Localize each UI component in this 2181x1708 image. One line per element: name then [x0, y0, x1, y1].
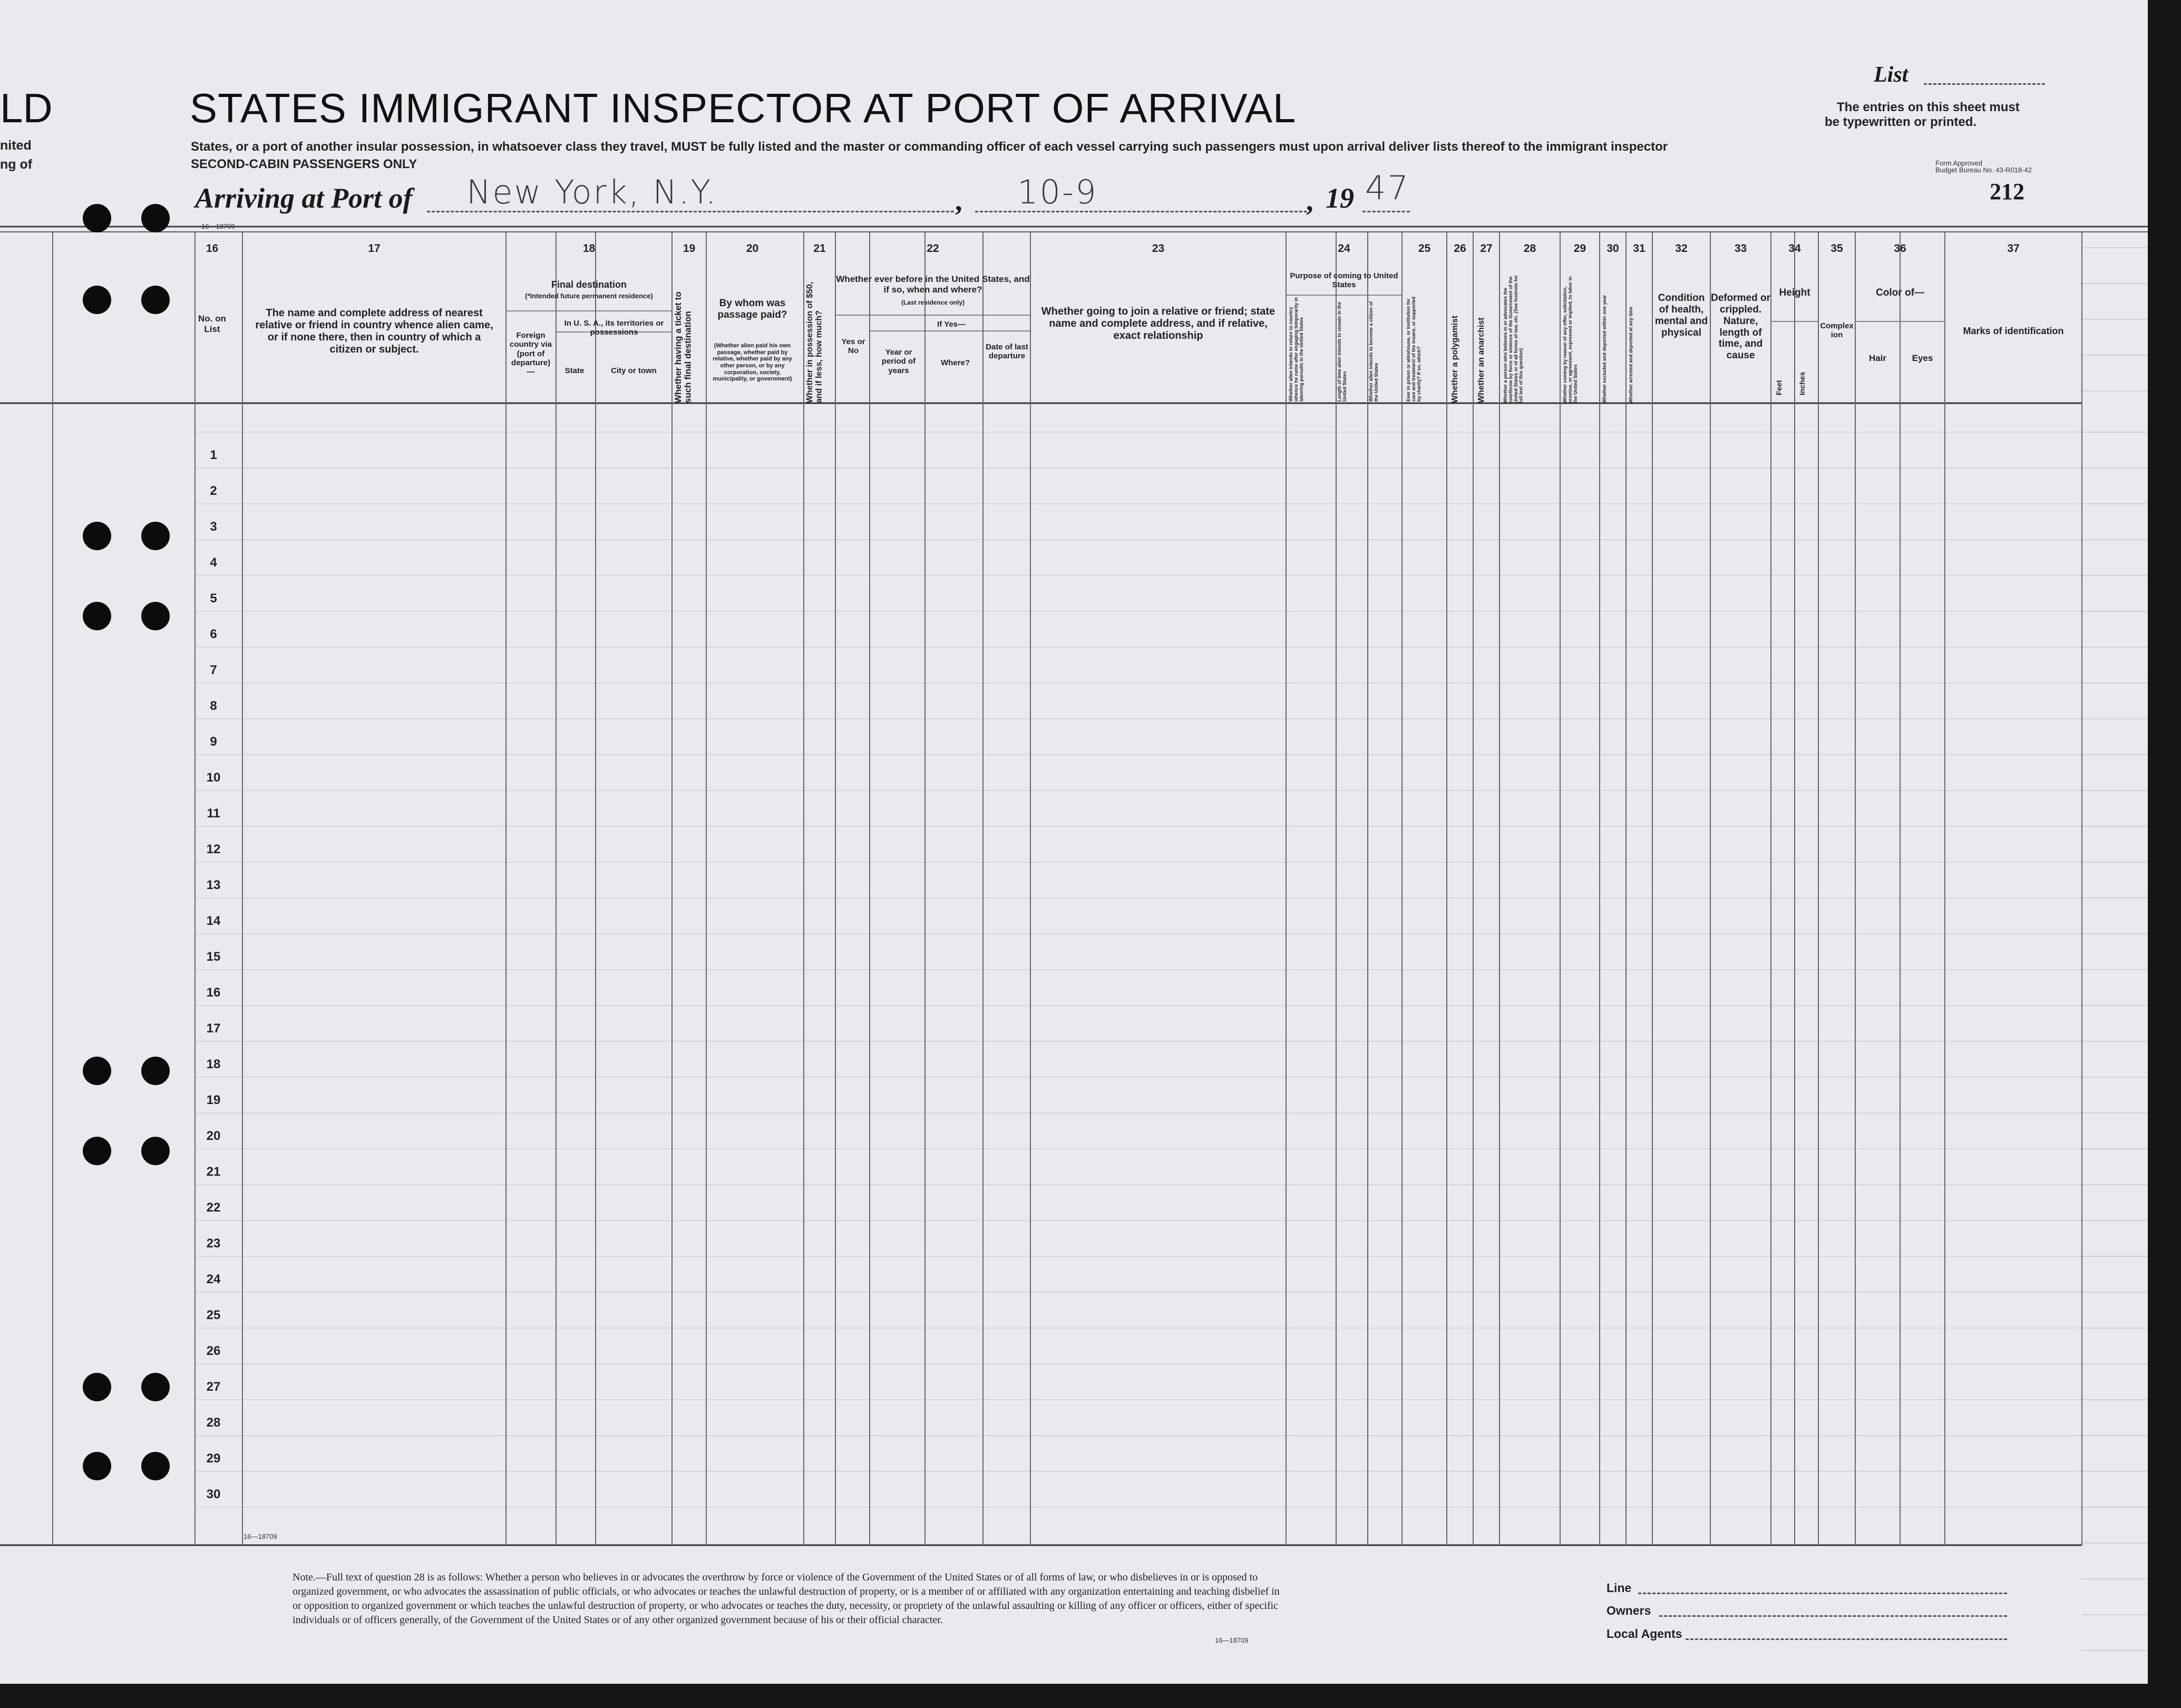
col-36-number: 36: [1894, 242, 1906, 255]
form-title: STATES IMMIGRANT INSPECTOR AT PORT OF ARRIVAL: [190, 85, 1297, 131]
left-edge-line-2: ng of: [0, 157, 33, 172]
punch-hole: [83, 602, 111, 630]
footnote-question-28: Note.—Full text of question 28 is as follows: Whether a person who believes in or advocates the overthrow by force or violence of the Government of the United States or of all forms of law, or who disbelieves in or is opposed to organized government, or who advocates the assassination of public officials, or who advocates or teaches the unlawful destruction of property, or is a member of or affiliated with any organization entertaining and teaching disbelief in or opposition to organized government or which teaches the unlawful destruction of property, or who advocates or teaches the duty, necessity, or propriety of the unlawful assaulting or killing of any officer or officers, either of specific individuals or of officers generally, of the Government of the United States or of any other organized government because of his or their official character.: [293, 1572, 1280, 1626]
passenger-class: SECOND-CABIN PASSENGERS ONLY: [191, 157, 417, 171]
col-17-number: 17: [368, 242, 381, 255]
page-number: 212: [1990, 179, 2024, 204]
punch-hole: [141, 1452, 170, 1480]
col-36-header: Color of—: [1876, 287, 1924, 298]
small-code-bottom: 16—18709: [244, 1533, 277, 1540]
row-number: 24: [206, 1272, 221, 1286]
col-17-header: The name and complete address of nearest relative or friend in country whence alien came, or if none there, then in country of which a citizen or subject.: [255, 307, 493, 355]
row-number: 21: [206, 1165, 221, 1179]
entries-note-1: The entries on this sheet must: [1837, 100, 2020, 114]
col-33-number: 33: [1734, 242, 1747, 255]
col-31-header: Whether arrested and deported at any time: [1628, 306, 1633, 403]
col-36-hair: Hair: [1868, 353, 1887, 363]
col-22-note: (Last residence only): [901, 299, 965, 306]
col-29-header: Whether coming by reason of any offer, solicitation, promise, or agreement, expressed or implied, to labor in the United States: [1562, 276, 1578, 403]
col-22-ifyes: If Yes—: [937, 320, 966, 329]
punch-hole: [83, 1373, 111, 1401]
col-26-number: 26: [1454, 242, 1466, 255]
row-number: 12: [206, 842, 221, 856]
punch-hole: [83, 522, 111, 550]
punch-hole: [141, 204, 170, 232]
col-20-number: 20: [746, 242, 759, 255]
col-25-number: 25: [1418, 242, 1431, 255]
line-field: [1638, 1593, 2007, 1594]
col-24-sub-b: Length of time alien intends to remain in the United States: [1337, 301, 1347, 402]
line-label: Line: [1606, 1581, 1632, 1595]
date-handwritten: 10-9: [1017, 173, 1098, 211]
punch-hole: [83, 1452, 111, 1480]
col-16-header: No. on List: [198, 314, 226, 334]
col-34-feet: Feet: [1775, 380, 1783, 395]
punch-hole: [141, 602, 170, 630]
col-30-header: Whether excluded and deported within one year: [1602, 295, 1607, 403]
punch-hole: [83, 204, 111, 232]
left-edge-title-fragment: LD: [0, 85, 53, 131]
form-approved: Form Approved: [1935, 159, 1982, 167]
row-number: 27: [206, 1380, 221, 1394]
row-number: 11: [207, 806, 220, 821]
row-number: 14: [206, 914, 221, 928]
punch-hole: [141, 1137, 170, 1165]
col-21-number: 21: [813, 242, 826, 255]
small-code-top: 16—18709: [201, 222, 235, 230]
budget-bureau: Budget Bureau No. 43-R018-42: [1935, 166, 2032, 174]
row-number: 5: [210, 591, 217, 606]
col-22-where: Where?: [940, 358, 970, 367]
row-number: 17: [206, 1021, 221, 1036]
col-35-header: Complexion: [1820, 321, 1854, 340]
row-number: 19: [206, 1093, 221, 1107]
col-19-number: 19: [683, 242, 696, 255]
owners-field: [1659, 1615, 2007, 1617]
arriving-label: Arriving at Port of: [195, 182, 413, 214]
row-number: 28: [206, 1416, 221, 1430]
col-34-header: Height: [1779, 287, 1810, 298]
col-37-header: Marks of identification: [1963, 326, 2064, 336]
punch-hole: [141, 1057, 170, 1085]
col-37-number: 37: [2007, 242, 2020, 255]
col-24-sub-a: Whether alien intends to return to country whence he came after engaging temporarily in laboring pursuits in the United States: [1288, 297, 1304, 402]
row-number: 6: [210, 627, 217, 641]
col-32-header: Condition of health, mental and physical: [1654, 292, 1708, 338]
col-22-date: Date of last departure: [986, 343, 1028, 361]
owners-label: Owners: [1606, 1604, 1651, 1617]
comma-2: ,: [1306, 185, 1313, 217]
col-20-header: By whom was passage paid?: [717, 298, 787, 320]
col-22-header: Whether ever before in the United States, and if so, when and where?: [836, 274, 1030, 295]
col-24-header: Purpose of coming to United States: [1290, 271, 1398, 290]
local-agents-field: [1686, 1638, 2007, 1640]
scan-border-bottom: [0, 1684, 2181, 1708]
row-number: 3: [210, 520, 217, 534]
row-number: 29: [206, 1451, 221, 1466]
row-number: 4: [210, 555, 217, 570]
col-28-number: 28: [1523, 242, 1536, 255]
local-agents-label: Local Agents: [1606, 1627, 1682, 1641]
row-number: 23: [206, 1236, 221, 1251]
port-handwritten: New York, N.Y.: [466, 173, 718, 211]
row-number: 9: [210, 735, 217, 749]
comma-1: ,: [955, 185, 962, 217]
list-label: List: [1874, 63, 1909, 87]
list-line: [1924, 83, 2045, 85]
col-32-number: 32: [1675, 242, 1688, 255]
row-number: 25: [206, 1308, 221, 1322]
col-22-year: Year or period of years: [881, 348, 916, 375]
col-20-note: (Whether alien paid his own passage, whether paid by relative, whether paid by any other person, or by any corporation, society, municipality, or government): [713, 343, 792, 383]
col-29-number: 29: [1573, 242, 1586, 255]
punch-hole: [83, 1057, 111, 1085]
col-31-number: 31: [1633, 242, 1646, 255]
col-35-number: 35: [1831, 242, 1843, 255]
year-handwritten: 47: [1365, 169, 1410, 207]
row-number: 8: [210, 699, 217, 713]
col-18-state: State: [564, 366, 585, 375]
row-number: 18: [206, 1057, 221, 1071]
row-number: 22: [206, 1201, 221, 1215]
col-18-note: (*Intended future permanent residence): [525, 292, 653, 300]
col-21-header: Whether in possession of $50, and if less, how much?: [805, 281, 824, 403]
row-number: 30: [206, 1487, 221, 1501]
col-27-number: 27: [1480, 242, 1493, 255]
left-edge-line-1: nited: [0, 138, 32, 153]
col-24-sub-c: Whether alien intends to become a citizen of the United States: [1368, 301, 1379, 402]
col-18-number: 18: [582, 242, 596, 255]
punch-hole: [83, 1137, 111, 1165]
col-25-header: Ever in prison or almshouse, or institution for care and treatment of the insane, or supported by charity? If so, which?: [1406, 296, 1421, 402]
col-30-number: 30: [1606, 242, 1619, 255]
col-19-header: Whether having a ticket to such final destination: [673, 291, 693, 403]
row-number: 2: [210, 484, 217, 498]
row-number: 16: [206, 985, 221, 1000]
form-subtitle: States, or a port of another insular possession, in whatsoever class they travel, MUST be fully listed and the master or commanding officer of each vessel carrying such passengers must upon arrival deliver lists thereof to the immigrant inspector: [191, 140, 1668, 154]
col-18-city: City or town: [611, 366, 657, 375]
year-prefix: 19: [1326, 182, 1354, 214]
row-number: 13: [206, 878, 221, 892]
col-28-header: Whether a person who believes in or advocates the overthrow by force or violence of the Government of the United States or of all forms of law, etc. (See footnote for full text of this question): [1503, 275, 1524, 403]
col-23-number: 23: [1152, 242, 1165, 255]
scan-border-right: [2148, 0, 2181, 1708]
row-number: 7: [210, 663, 217, 677]
row-number: 26: [206, 1344, 221, 1358]
col-23-header: Whether going to join a relative or friend; state name and complete address, and if relative, exact relationship: [1041, 306, 1276, 341]
entries-note-2: be typewritten or printed.: [1825, 115, 1977, 129]
row-number: 10: [206, 770, 221, 785]
col-18-foreign: Foreign country via (port of departure)—: [509, 331, 552, 376]
col-26-header: Whether a polygamist: [1450, 315, 1459, 403]
col-27-header: Whether an anarchist: [1477, 317, 1486, 403]
col-34-number: 34: [1788, 242, 1801, 255]
punch-hole: [141, 1373, 170, 1401]
col-16-number: 16: [206, 242, 219, 255]
col-33-header: Deformed or crippled. Nature, length of time, and cause: [1711, 292, 1770, 362]
punch-hole: [141, 522, 170, 550]
row-number: 15: [206, 950, 221, 964]
col-18-header: Final destination: [551, 279, 627, 290]
punch-hole: [141, 286, 170, 314]
col-22-number: 22: [927, 242, 939, 255]
punch-hole: [83, 286, 111, 314]
col-22-yesno: Yes or No: [841, 337, 865, 356]
year-line: [1362, 211, 1410, 212]
col-24-number: 24: [1338, 242, 1350, 255]
row-number: 20: [206, 1129, 221, 1143]
col-34-inches: Inches: [1798, 372, 1806, 395]
footer-code: 16—18709: [1215, 1636, 1249, 1644]
row-number: 1: [210, 448, 217, 462]
col-36-eyes: Eyes: [1912, 353, 1933, 363]
col-18-usa: In U. S. A., its territories or possessions: [564, 319, 664, 337]
